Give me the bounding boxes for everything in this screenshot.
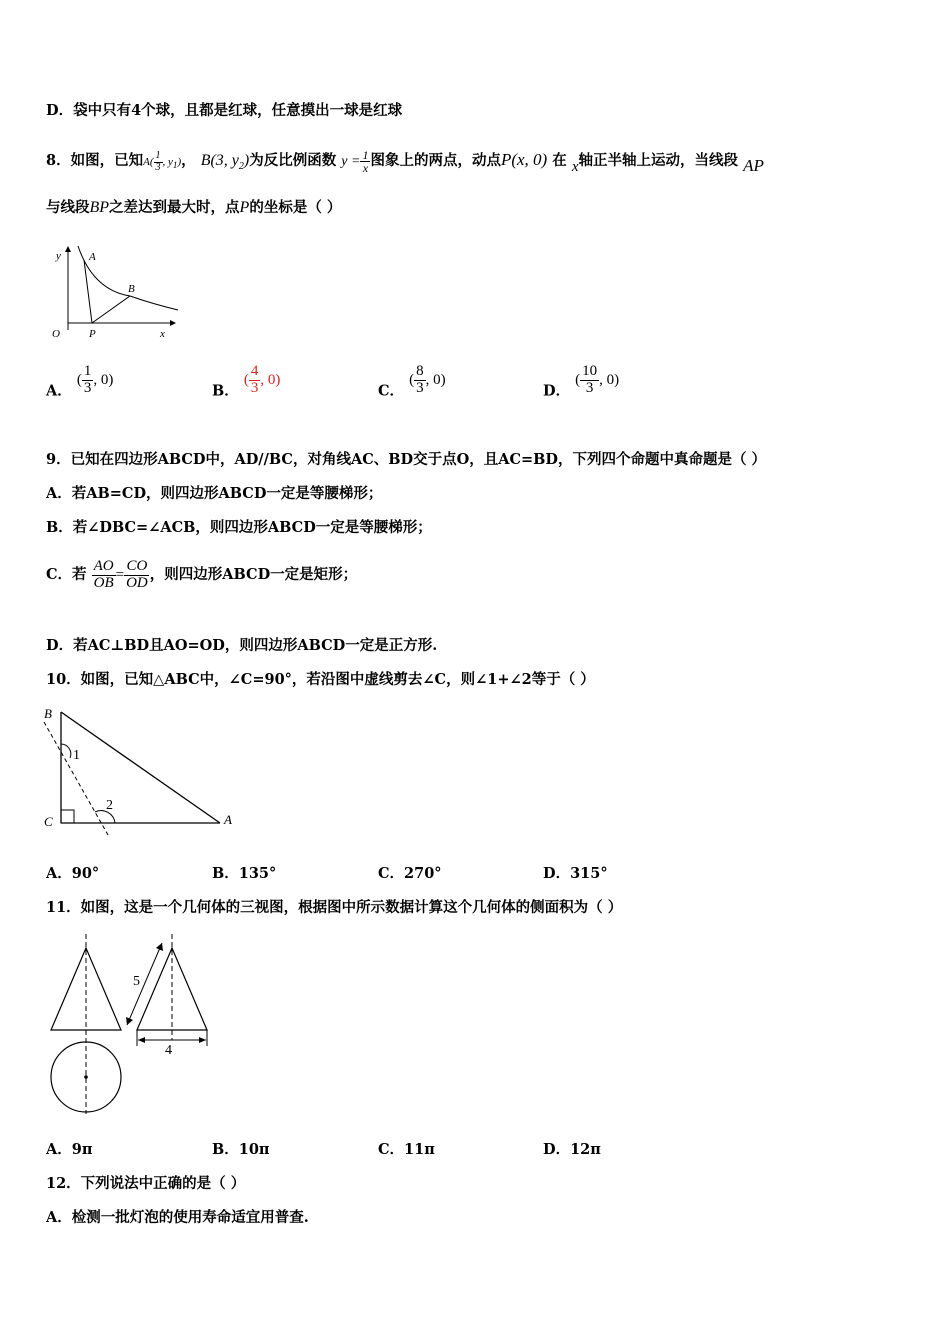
q10-label-c: C [44,814,53,829]
q8-fig-label-x: x [160,328,165,340]
q10-label-a: A [224,812,232,827]
q11-arrow-left-icon [138,1037,145,1043]
q8-function: y = $\frac{1}{x}$ [341,147,369,176]
q10-right-angle-mark [61,810,74,823]
q9-ratio: $\frac{AO}{OB}$ = $\frac{CO}{OD}$ [93,558,148,592]
q10-label-angle1: 1 [73,748,80,763]
q8-y-arrow-icon [65,246,71,252]
q8-fig-label-a: A [89,251,96,263]
q11-arrow-right-icon [199,1037,206,1043]
q8-point-p: P(x, 0) [500,150,548,169]
q12-option-a: A．检测一批灯泡的使用寿命适宜用普查. [46,1209,309,1226]
q10-label-angle2: 2 [106,798,113,813]
q10-option-a: A．90° [46,865,100,882]
q11-option-d: D．12π [543,1141,601,1158]
q8-option-d: D． ( $\frac{10}{3}$ , 0) [543,363,620,400]
q12-stem: 12．下列说法中正确的是（ ） [46,1175,246,1192]
q8-text2: 图象上的两点，动点 [370,152,501,169]
q9-option-d: D．若AC⊥BD且AO=OD，则四边形ABCD一定是正方形. [46,637,438,654]
q8-text3: 在 [552,152,567,169]
q11-label-slant: 5 [133,974,140,989]
q8-seg-ap: AP [743,156,764,175]
q10-option-d: D．315° [543,865,608,882]
q10-stem: 10．如图，已知△ABC中，∠C=90°，若沿图中虚线剪去∠C，则∠1+∠2等于（ ） [46,671,595,688]
q8-seg-bp: BP [89,199,110,216]
q8-point-p-name: P [239,199,250,216]
q8-segment-bp [92,296,130,323]
q8-stem-line1: 8．如图，已知A( $\frac{1}{3}$ , $y_1$)， B(3, $y_2$)为反比例函数 y = $\frac{1}{x}$ 图象上的两点，动点P(x, 0) 在 x轴正半轴上运动，当线段 AP [46,147,764,176]
q10-label-b: B [44,706,52,721]
q8-text4: 轴正半轴上运动，当线段 [578,152,739,169]
q11-label-base: 4 [165,1043,172,1058]
q8-option-c: C． ( $\frac{8}{3}$ , 0) [378,363,446,400]
q8-fig-label-y: y [56,250,61,262]
q9-option-c: C．若 $\frac{AO}{OB}$ = $\frac{CO}{OD}$ ，则四边形ABCD一定是矩形； [46,558,358,592]
q8-text1: 为反比例函数 [249,152,337,169]
q11-figure [44,930,219,1118]
q8-number: 8．如图，已知 [46,152,144,169]
q11-option-b: B．10π [212,1141,270,1158]
q10-figure [40,702,240,837]
q8-segment-ap [84,260,92,323]
q8-stem-line2: 与线段BP之差达到最大时，点P的坐标是（ ） [46,199,342,216]
q11-option-c: C．11π [378,1141,435,1158]
q8-fig-label-p: P [89,328,96,340]
q11-stem: 11．如图，这是一个几何体的三视图，根据图中所示数据计算这个几何体的侧面积为（ ） [46,899,623,916]
q8-point-a: A( $\frac{1}{3}$ , $y_1$) [143,150,182,173]
q8-figure [48,240,188,345]
q9-option-a: A．若AB=CD，则四边形ABCD一定是等腰梯形； [46,485,383,502]
q8-x-arrow-icon [170,320,176,326]
q7-option-d: D．袋中只有4个球，且都是红球，任意摸出一球是红球 [46,102,403,119]
q10-cut-line [44,722,112,837]
q10-option-c: C．270° [378,865,442,882]
q10-option-b: B．135° [212,865,277,882]
q8-option-b: B． ( $\frac{4}{3}$ , 0) [212,363,281,400]
q8-fig-label-o: O [52,328,60,340]
q9-stem: 9．已知在四边形ABCD中，AD//BC，对角线AC、BD交于点O，且AC=BD，下列四个命题中真命题是（ ） [46,451,767,468]
q9-option-b: B．若∠DBC=∠ACB，则四边形ABCD一定是等腰梯形； [46,519,432,536]
q8-axis-x: x [571,159,579,175]
q11-option-a: A．9π [46,1141,93,1158]
q10-side-ab [61,712,220,823]
q8-point-b: B(3, $y_2$) [200,152,250,173]
q8-fig-label-b: B [128,283,135,295]
q8-option-a: A． ( $\frac{1}{3}$ , 0) [46,363,114,400]
q10-angle1-arc [61,744,71,758]
q11-center-dot [84,1075,88,1079]
